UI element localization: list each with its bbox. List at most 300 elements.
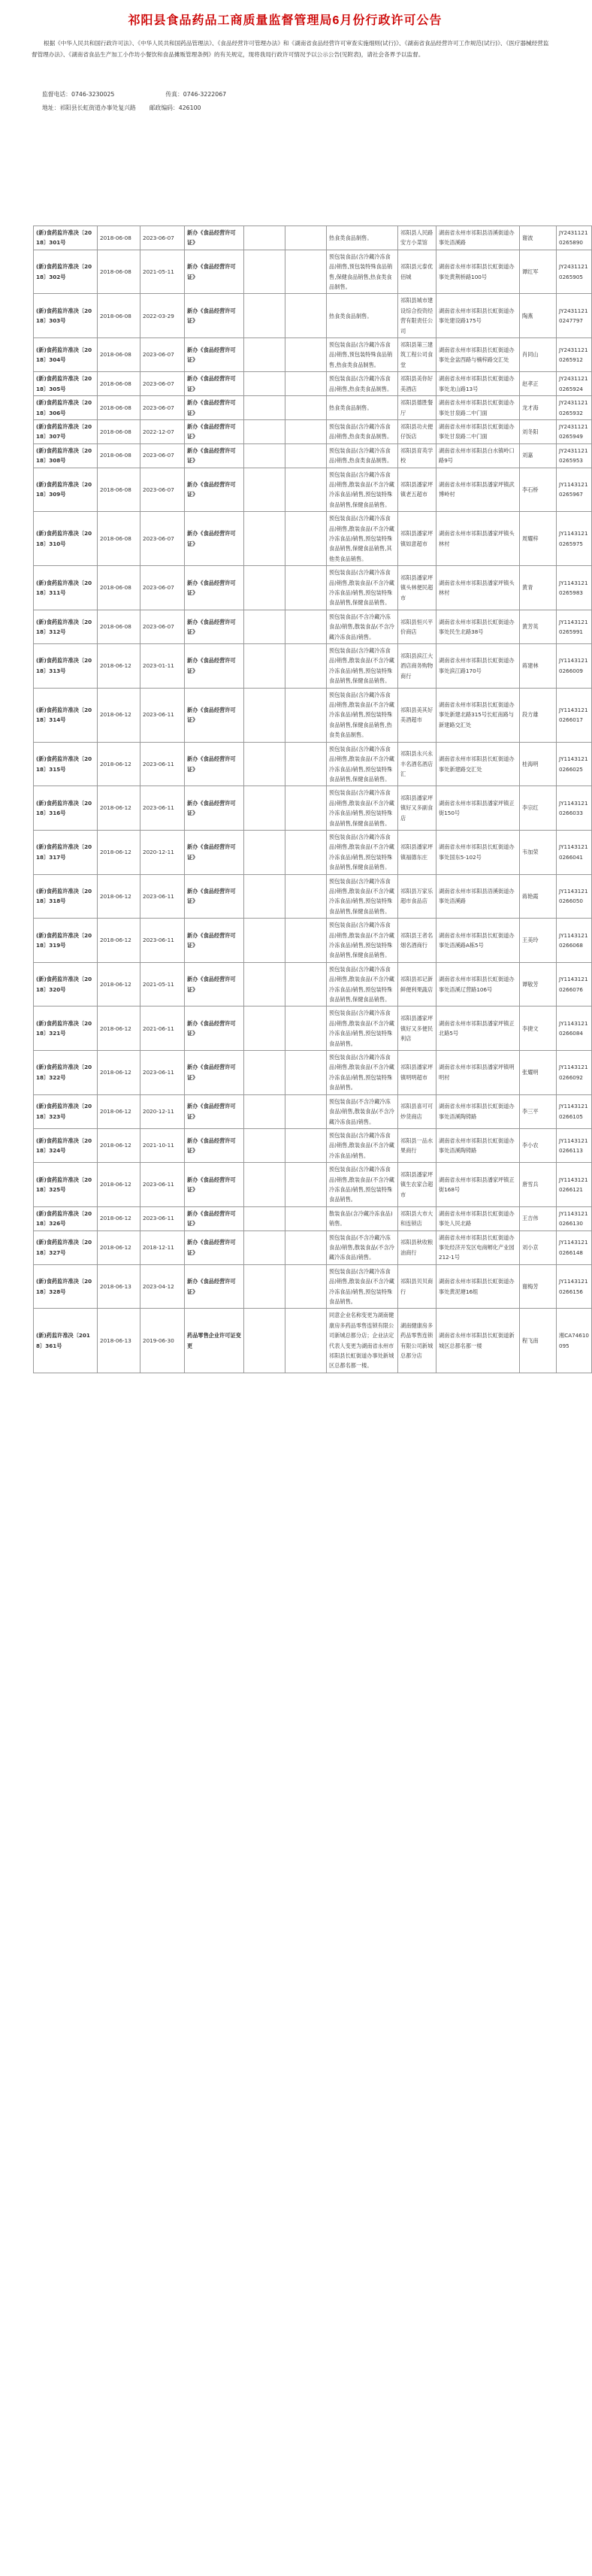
business-name-cell: 祁阳县永兴永丰名酒名酒店汇: [398, 742, 436, 786]
business-name-cell: 祁阳县人民路安方小菜馆: [398, 226, 436, 250]
table-row: [34, 512, 592, 566]
license-number-cell: JY11431210266130: [557, 1206, 592, 1230]
empty-cell: [285, 1230, 327, 1264]
zip-label: 邮政编码：: [149, 104, 179, 111]
license-number-cell: JY11431210266105: [557, 1094, 592, 1128]
permit-number-cell: (新)食药监许准决〔2018〕319号: [34, 919, 98, 963]
license-number-cell: JY11431210266033: [557, 786, 592, 831]
empty-cell: [244, 688, 285, 742]
table-row: [34, 919, 592, 963]
expiry-date-cell: 2023-06-11: [140, 742, 185, 786]
license-number-cell: JY11431210265975: [557, 512, 592, 566]
empty-cell: [244, 1094, 285, 1128]
business-name-cell: 祁阳县祁记新鲜便利果蔬店: [398, 962, 436, 1006]
empty-cell: [285, 919, 327, 963]
empty-cell: [285, 1094, 327, 1128]
business-scope-cell: 预包装食品(含冷藏冷冻食品)销售,散装食品(不含冷藏冷冻食品)销售,预包装特殊食品销售,保健食品销售,其他类食品销售。: [327, 512, 398, 566]
expiry-date-cell: 2019-06-30: [140, 1309, 185, 1373]
permit-number-cell: (新)食药监许准决〔2018〕302号: [34, 250, 98, 294]
legal-person-cell: 韦加荣: [520, 830, 557, 874]
business-address-cell: 湖南省永州市祁阳县长虹街道办事处国东5-102号: [436, 830, 520, 874]
license-number-cell: 湘CA74610095: [557, 1309, 592, 1373]
table-row: [34, 1094, 592, 1128]
business-scope-cell: 预包装食品(含冷藏冷冻食品)销售,预包装特殊食品销售,热食类食品制售。: [327, 338, 398, 372]
permit-number-cell: (新)食药监许准决〔2018〕304号: [34, 338, 98, 372]
permit-type-cell: 新办《食品经营许可证》: [185, 396, 244, 420]
table-row: [34, 830, 592, 874]
expiry-date-cell: 2020-12-11: [140, 1094, 185, 1128]
legal-person-cell: 龙才海: [520, 396, 557, 420]
business-scope-cell: 预包装食品(含冷藏冷冻食品)销售,散装食品(不含冷藏冷冻食品)销售,预包装特殊食品销售。: [327, 1006, 398, 1051]
empty-cell: [285, 468, 327, 512]
issue-date-cell: 2018-06-08: [98, 443, 140, 468]
business-address-cell: 湖南省永州市祁阳县白水镇岭口路9号: [436, 443, 520, 468]
license-number-cell: JY11431210266017: [557, 688, 592, 742]
business-name-cell: 祁阳县潘家坪镇如意超市: [398, 512, 436, 566]
business-address-cell: 湖南省永州市祁阳县长虹街道办事处浯溪辽营路106号: [436, 962, 520, 1006]
license-number-cell: JY24311210265932: [557, 396, 592, 420]
business-scope-cell: 预包装食品(含冷藏冷冻食品)销售,散装食品(不含冷藏冷冻食品)销售,预包装特殊食品销售。: [327, 1163, 398, 1207]
empty-cell: [285, 1264, 327, 1309]
permit-type-cell: 新办《食品经营许可证》: [185, 1051, 244, 1095]
issue-date-cell: 2018-06-08: [98, 512, 140, 566]
permit-type-cell: 新办《食品经营许可证》: [185, 1206, 244, 1230]
permit-type-cell: 新办《食品经营许可证》: [185, 372, 244, 396]
empty-cell: [244, 294, 285, 338]
empty-cell: [285, 742, 327, 786]
permit-number-cell: (新)食药监许准决〔2018〕317号: [34, 830, 98, 874]
business-address-cell: 湖南省永州市祁阳县长虹街道办事处建设路175号: [436, 294, 520, 338]
business-name-cell: 祁阳县贝贝商行: [398, 1264, 436, 1309]
business-scope-cell: 预包装食品(含冷藏冷冻食品)销售,散装食品(不含冷藏冷冻食品)销售,预包装特殊食品销售,保健食品销售。: [327, 786, 398, 831]
business-name-cell: 祁阳县美其好美酒超市: [398, 688, 436, 742]
legal-person-cell: 王吉伟: [520, 1206, 557, 1230]
empty-cell: [285, 566, 327, 610]
empty-cell: [244, 1163, 285, 1207]
license-number-cell: JY11431210266009: [557, 644, 592, 689]
permit-type-cell: 新办《食品经营许可证》: [185, 688, 244, 742]
license-number-cell: JY11431210266113: [557, 1128, 592, 1162]
legal-person-cell: 李宗红: [520, 786, 557, 831]
business-scope-cell: 预包装食品(含冷藏冷冻食品)销售,热食类食品制售。: [327, 419, 398, 443]
business-name-cell: 祁阳县一品水果商行: [398, 1128, 436, 1162]
business-address-cell: 湖南省永州市祁阳县潘家坪镇明明村: [436, 1051, 520, 1095]
empty-cell: [244, 919, 285, 963]
issue-date-cell: 2018-06-08: [98, 226, 140, 250]
business-scope-cell: 预包装食品(不含冷藏冷冻食品)销售,散装食品(不含冷藏冷冻食品)销售。: [327, 610, 398, 643]
business-name-cell: 祁阳县美你好美酒店: [398, 372, 436, 396]
empty-cell: [244, 512, 285, 566]
business-name-cell: 祁阳县德胜餐厅: [398, 396, 436, 420]
legal-person-cell: 蒋艳霞: [520, 874, 557, 919]
legal-person-cell: 赵孝正: [520, 372, 557, 396]
legal-person-cell: 刘小京: [520, 1230, 557, 1264]
empty-cell: [244, 962, 285, 1006]
business-scope-cell: 预包装食品(含冷藏冷冻食品)销售,散装食品(不含冷藏冷冻食品)销售。: [327, 1128, 398, 1162]
expiry-date-cell: 2021-10-11: [140, 1128, 185, 1162]
permit-table-body: [34, 226, 592, 1373]
permit-number-cell: (新)食药监许准决〔2018〕306号: [34, 396, 98, 420]
table-row: [34, 688, 592, 742]
business-address-cell: 湖南省永州市祁阳县长虹街道办事处浯溪路A栋5号: [436, 919, 520, 963]
permit-number-cell: (新)食药监许准决〔2018〕326号: [34, 1206, 98, 1230]
page-title: 祁阳县食品药品工商质量监督管理局6月份行政许可公告: [128, 14, 442, 27]
business-name-cell: 祁阳县城市建设综合投资经营有限责任公司: [398, 294, 436, 338]
permit-type-cell: 新办《食品经营许可证》: [185, 830, 244, 874]
table-row: [34, 443, 592, 468]
business-name-cell: 祁阳县潘家坪镇福德东庄: [398, 830, 436, 874]
business-scope-cell: 预包装食品(含冷藏冷冻食品)销售,热食类食品制售。: [327, 443, 398, 468]
expiry-date-cell: 2023-06-11: [140, 1051, 185, 1095]
expiry-date-cell: 2018-12-11: [140, 1230, 185, 1264]
license-number-cell: JY11431210266050: [557, 874, 592, 919]
license-number-cell: JY11431210266068: [557, 919, 592, 963]
table-row: [34, 1006, 592, 1051]
permit-number-cell: (新)食药监许准决〔2018〕320号: [34, 962, 98, 1006]
empty-cell: [285, 786, 327, 831]
empty-cell: [244, 566, 285, 610]
empty-cell: [285, 688, 327, 742]
table-row: [34, 1051, 592, 1095]
table-row: [34, 1206, 592, 1230]
permit-number-cell: (新)食药监许准决〔2018〕315号: [34, 742, 98, 786]
issue-date-cell: 2018-06-08: [98, 468, 140, 512]
legal-person-cell: 李捷文: [520, 1006, 557, 1051]
expiry-date-cell: 2021-05-11: [140, 250, 185, 294]
business-scope-cell: 预包装食品(不含冷藏冷冻食品)销售,散装食品(不含冷藏冷冻食品)销售。: [327, 1094, 398, 1128]
table-row: [34, 1309, 592, 1373]
legal-person-cell: 张耀明: [520, 1051, 557, 1095]
address-label: 地址：: [42, 104, 60, 111]
license-number-cell: JY11431210266092: [557, 1051, 592, 1095]
permit-type-cell: 新办《食品经营许可证》: [185, 443, 244, 468]
table-row: [34, 1163, 592, 1207]
permit-number-cell: (新)食药监许准决〔2018〕327号: [34, 1230, 98, 1264]
expiry-date-cell: 2023-06-07: [140, 338, 185, 372]
table-row: [34, 1264, 592, 1309]
business-name-cell: 祁阳县恒兴平价商店: [398, 610, 436, 643]
issue-date-cell: 2018-06-08: [98, 396, 140, 420]
business-address-cell: 湖南省永州市祁阳县潘家坪镇头林村: [436, 566, 520, 610]
issue-date-cell: 2018-06-13: [98, 1264, 140, 1309]
empty-cell: [285, 443, 327, 468]
permit-type-cell: 新办《食品经营许可证》: [185, 566, 244, 610]
empty-cell: [244, 1006, 285, 1051]
legal-person-cell: 程飞南: [520, 1309, 557, 1373]
empty-cell: [244, 468, 285, 512]
table-row: [34, 468, 592, 512]
permit-number-cell: (新)食药监许准决〔2018〕313号: [34, 644, 98, 689]
legal-person-cell: 黄芳英: [520, 610, 557, 643]
permit-number-cell: (新)食药监许准决〔2018〕324号: [34, 1128, 98, 1162]
business-scope-cell: 同意企业名称变更为湖南健康房多药品零售连锁有限公司新城总都分店；企业法定代表人变更为湖南省永州市祁阳县长虹街道办事处新城区总都名都一楼。: [327, 1309, 398, 1373]
business-name-cell: 祁阳县王者名烟名酒商行: [398, 919, 436, 963]
business-scope-cell: 预包装食品(含冷藏冷冻食品)销售,散装食品(不含冷藏冷冻食品)销售,预包装特殊食品销售,保健食品销售。: [327, 830, 398, 874]
legal-person-cell: 李石桥: [520, 468, 557, 512]
empty-cell: [244, 786, 285, 831]
business-name-cell: 祁阳县大市大和连锁店: [398, 1206, 436, 1230]
empty-cell: [244, 1206, 285, 1230]
license-number-cell: JY11431210266025: [557, 742, 592, 786]
business-name-cell: 祁阳县潘家坪镇头林便民超市: [398, 566, 436, 610]
business-address-cell: 湖南省永州市祁阳县长虹街道办事处黄泥塘16组: [436, 1264, 520, 1309]
issue-date-cell: 2018-06-12: [98, 1094, 140, 1128]
business-address-cell: 湖南省永州市祁阳县浯溪街道办事处浯溪路: [436, 226, 520, 250]
business-name-cell: 祁阳县秋收粮油商行: [398, 1230, 436, 1264]
expiry-date-cell: 2021-06-11: [140, 1006, 185, 1051]
expiry-date-cell: 2023-06-11: [140, 1163, 185, 1207]
table-row: [34, 338, 592, 372]
table-row: [34, 294, 592, 338]
business-scope-cell: 预包装食品(含冷藏冷冻食品)销售,散装食品(不含冷藏冷冻食品)销售,预包装特殊食品销售,保健食品销售。: [327, 874, 398, 919]
issue-date-cell: 2018-06-12: [98, 1128, 140, 1162]
phone-label: 监督电话：: [42, 91, 71, 98]
permit-type-cell: 新办《食品经营许可证》: [185, 874, 244, 919]
permit-number-cell: (新)食药监许准决〔2018〕307号: [34, 419, 98, 443]
empty-cell: [285, 226, 327, 250]
contact-block: [42, 88, 226, 115]
expiry-date-cell: 2022-12-07: [140, 419, 185, 443]
business-name-cell: 祁阳县潘家坪镇明明超市: [398, 1051, 436, 1095]
issue-date-cell: 2018-06-12: [98, 688, 140, 742]
permit-number-cell: (新)食药监许准决〔2018〕303号: [34, 294, 98, 338]
business-address-cell: 湖南省永州市祁阳县潘家坪镇正街168号: [436, 1163, 520, 1207]
business-name-cell: 祁阳县潘家坪镇老五超市: [398, 468, 436, 512]
zip-value: 426100: [178, 104, 201, 111]
license-number-cell: JY11431210265991: [557, 610, 592, 643]
legal-person-cell: 周耀梓: [520, 512, 557, 566]
issue-date-cell: 2018-06-08: [98, 419, 140, 443]
expiry-date-cell: 2023-06-07: [140, 443, 185, 468]
business-address-cell: 湖南省永州市祁阳县浯溪街道办事处浯溪路: [436, 874, 520, 919]
expiry-date-cell: 2023-04-12: [140, 1264, 185, 1309]
business-address-cell: 湖南省永州市祁阳县潘家坪镇头林村: [436, 512, 520, 566]
empty-cell: [285, 1309, 327, 1373]
empty-cell: [285, 874, 327, 919]
phone-value: 0746-3230025: [71, 91, 115, 98]
business-address-cell: 湖南省永州市祁阳县长虹街道办事处浯溪陶铸路: [436, 1094, 520, 1128]
business-scope-cell: 预包装食品(含冷藏冷冻食品)销售,散装食品(不含冷藏冷冻食品)销售,预包装特殊食品销售。: [327, 1051, 398, 1095]
empty-cell: [285, 294, 327, 338]
business-address-cell: 湖南省永州市祁阳县长虹街道办事处龙山路13号: [436, 372, 520, 396]
license-number-cell: JY24311210265924: [557, 372, 592, 396]
empty-cell: [285, 610, 327, 643]
empty-cell: [244, 372, 285, 396]
empty-cell: [244, 1128, 285, 1162]
permit-type-cell: 新办《食品经营许可证》: [185, 1128, 244, 1162]
issue-date-cell: 2018-06-08: [98, 294, 140, 338]
business-name-cell: 祁阳县滨江大酒店商务购物商行: [398, 644, 436, 689]
expiry-date-cell: 2023-06-11: [140, 874, 185, 919]
empty-cell: [285, 372, 327, 396]
business-scope-cell: 预包装食品(含冷藏冷冻食品)销售,散装食品(不含冷藏冷冻食品)销售,预包装特殊食品销售,保健食品销售。: [327, 962, 398, 1006]
business-scope-cell: 预包装食品(含冷藏冷冻食品)销售,散装食品(不含冷藏冷冻食品)销售,预包装特殊食品销售,保健食品销售。: [327, 566, 398, 610]
permit-number-cell: (新)食药监许准决〔2018〕311号: [34, 566, 98, 610]
empty-cell: [285, 396, 327, 420]
permit-type-cell: 新办《食品经营许可证》: [185, 742, 244, 786]
empty-cell: [285, 644, 327, 689]
empty-cell: [285, 1163, 327, 1207]
table-row: [34, 566, 592, 610]
license-number-cell: JY11431210266148: [557, 1230, 592, 1264]
empty-cell: [285, 250, 327, 294]
issue-date-cell: 2018-06-12: [98, 1163, 140, 1207]
empty-cell: [285, 1206, 327, 1230]
legal-person-cell: 蒋建林: [520, 644, 557, 689]
issue-date-cell: 2018-06-08: [98, 338, 140, 372]
table-row: [34, 419, 592, 443]
legal-person-cell: 桂海明: [520, 742, 557, 786]
business-address-cell: 湖南省永州市祁阳县长虹街道办事处金盆西路与楠梓路交汇处: [436, 338, 520, 372]
legal-person-cell: 唐雪兵: [520, 1163, 557, 1207]
permit-type-cell: 新办《食品经营许可证》: [185, 1264, 244, 1309]
legal-person-cell: 李三平: [520, 1094, 557, 1128]
business-scope-cell: 预包装食品(含冷藏冷冻食品)销售,散装食品(不含冷藏冷冻食品)销售,预包装特殊食品销售,保健食品销售。: [327, 742, 398, 786]
license-number-cell: JY24311210265905: [557, 250, 592, 294]
issue-date-cell: 2018-06-12: [98, 874, 140, 919]
empty-cell: [244, 1264, 285, 1309]
legal-person-cell: 段方雄: [520, 688, 557, 742]
license-number-cell: JY11431210266121: [557, 1163, 592, 1207]
issue-date-cell: 2018-06-12: [98, 1206, 140, 1230]
table-row: [34, 962, 592, 1006]
license-number-cell: JY24311210265953: [557, 443, 592, 468]
permit-type-cell: 新办《食品经营许可证》: [185, 786, 244, 831]
empty-cell: [285, 512, 327, 566]
table-row: [34, 874, 592, 919]
legal-person-cell: 谢波: [520, 226, 557, 250]
expiry-date-cell: 2023-06-07: [140, 226, 185, 250]
business-scope-cell: 预包装食品(含冷藏冷冻食品)销售,预包装特殊食品销售,保健食品销售,热食类食品制售。: [327, 250, 398, 294]
legal-person-cell: 谢梅芳: [520, 1264, 557, 1309]
permit-number-cell: (新)药监许准决〔2018〕361号: [34, 1309, 98, 1373]
empty-cell: [244, 610, 285, 643]
permit-type-cell: 药品零售企业许可证变更: [185, 1309, 244, 1373]
table-row: [34, 1230, 592, 1264]
permit-type-cell: 新办《食品经营许可证》: [185, 226, 244, 250]
empty-cell: [285, 962, 327, 1006]
permit-type-cell: 新办《食品经营许可证》: [185, 1230, 244, 1264]
issue-date-cell: 2018-06-12: [98, 919, 140, 963]
business-address-cell: 湖南省永州市祁阳县潘家坪镇武博岭村: [436, 468, 520, 512]
permit-number-cell: (新)食药监许准决〔2018〕305号: [34, 372, 98, 396]
business-scope-cell: 预包装食品(含冷藏冷冻食品)销售,散装食品(不含冷藏冷冻食品)销售,预包装特殊食品销售,保健食品销售。: [327, 644, 398, 689]
permit-type-cell: 新办《食品经营许可证》: [185, 644, 244, 689]
business-scope-cell: 预包装食品(含冷藏冷冻食品)销售,散装食品(不含冷藏冷冻食品)销售,预包装特殊食品销售,保健食品销售。: [327, 468, 398, 512]
expiry-date-cell: 2023-06-11: [140, 786, 185, 831]
issue-date-cell: 2018-06-13: [98, 1309, 140, 1373]
permit-number-cell: (新)食药监许准决〔2018〕318号: [34, 874, 98, 919]
permit-type-cell: 新办《食品经营许可证》: [185, 1006, 244, 1051]
empty-cell: [244, 226, 285, 250]
business-name-cell: 祁阳县元泰优佰城: [398, 250, 436, 294]
license-number-cell: JY11431210266076: [557, 962, 592, 1006]
empty-cell: [285, 830, 327, 874]
license-number-cell: JY11431210266156: [557, 1264, 592, 1309]
permit-number-cell: (新)食药监许准决〔2018〕316号: [34, 786, 98, 831]
empty-cell: [244, 742, 285, 786]
business-scope-cell: 预包装食品(含冷藏冷冻食品)销售,散装食品(不含冷藏冷冻食品)销售,预包装特殊食品销售。: [327, 1264, 398, 1309]
permit-number-cell: (新)食药监许准决〔2018〕328号: [34, 1264, 98, 1309]
permit-table: [33, 226, 592, 1373]
legal-person-cell: 刘嘉: [520, 443, 557, 468]
business-address-cell: 湖南省永州市祁阳县长虹街道办事处民生北路38号: [436, 610, 520, 643]
issue-date-cell: 2018-06-08: [98, 610, 140, 643]
empty-cell: [244, 443, 285, 468]
permit-type-cell: 新办《食品经营许可证》: [185, 1163, 244, 1207]
legal-person-cell: 谭敬芳: [520, 962, 557, 1006]
expiry-date-cell: 2023-06-07: [140, 372, 185, 396]
expiry-date-cell: 2023-06-07: [140, 610, 185, 643]
issue-date-cell: 2018-06-12: [98, 1230, 140, 1264]
business-address-cell: 湖南省永州市祁阳县长虹街道办事处新建北路315号长虹南路与新建路交汇处: [436, 688, 520, 742]
legal-person-cell: 刘冬阳: [520, 419, 557, 443]
intro-paragraph: 根据《中华人民共和国行政许可法》、《中华人民共和国药品管理法》、《食品经营许可管理办法》和《湖南省食品经营许可审查实施细则(试行)》、《湖南省食品经营许可工作规范(试行)》、《医疗器械经营监督管理办法》、《湖南省食品生产加工小作坊小餐饮和食品摊贩管理条例》的有关规定，现将我局行政许可情况予以公示公告(见附表)，请社会各界予以监督。: [32, 40, 549, 59]
fax-label: 传真：: [165, 91, 183, 98]
license-number-cell: JY11431210265967: [557, 468, 592, 512]
business-name-cell: 祁阳县功夫便仔饭店: [398, 419, 436, 443]
license-number-cell: JY24311210265912: [557, 338, 592, 372]
business-address-cell: 湖南省永州市祁阳县长虹街道办事处滨江路170号: [436, 644, 520, 689]
license-number-cell: JY11431210266084: [557, 1006, 592, 1051]
issue-date-cell: 2018-06-08: [98, 372, 140, 396]
expiry-date-cell: 2023-06-07: [140, 512, 185, 566]
table-row: [34, 1128, 592, 1162]
issue-date-cell: 2018-06-12: [98, 830, 140, 874]
table-row: [34, 396, 592, 420]
business-name-cell: 湖南健康房多药品零售连锁有限公司新城总都分店: [398, 1309, 436, 1373]
legal-person-cell: 王美玲: [520, 919, 557, 963]
issue-date-cell: 2018-06-12: [98, 644, 140, 689]
issue-date-cell: 2018-06-12: [98, 742, 140, 786]
legal-person-cell: 肖同山: [520, 338, 557, 372]
permit-number-cell: (新)食药监许准决〔2018〕314号: [34, 688, 98, 742]
table-row: [34, 786, 592, 831]
fax-value: 0746-3222067: [183, 91, 227, 98]
license-number-cell: JY24311210247797: [557, 294, 592, 338]
permit-type-cell: 新办《食品经营许可证》: [185, 919, 244, 963]
empty-cell: [285, 338, 327, 372]
license-number-cell: JY24311210265949: [557, 419, 592, 443]
expiry-date-cell: 2023-06-11: [140, 919, 185, 963]
permit-type-cell: 新办《食品经营许可证》: [185, 1094, 244, 1128]
empty-cell: [285, 1006, 327, 1051]
permit-number-cell: (新)食药监许准决〔2018〕325号: [34, 1163, 98, 1207]
permit-type-cell: 新办《食品经营许可证》: [185, 294, 244, 338]
business-address-cell: 湖南省永州市祁阳县潘家坪镇正街150号: [436, 786, 520, 831]
business-name-cell: 祁阳县第三建筑工程公司食堂: [398, 338, 436, 372]
empty-cell: [244, 874, 285, 919]
business-scope-cell: 预包装食品(不含冷藏冷冻食品)销售,散装食品(不含冷藏冷冻食品)销售。: [327, 1230, 398, 1264]
legal-person-cell: 谭红军: [520, 250, 557, 294]
permit-type-cell: 新办《食品经营许可证》: [185, 468, 244, 512]
permit-number-cell: (新)食药监许准决〔2018〕323号: [34, 1094, 98, 1128]
empty-cell: [244, 396, 285, 420]
issue-date-cell: 2018-06-12: [98, 786, 140, 831]
business-name-cell: 祁阳县万家乐超市食品店: [398, 874, 436, 919]
issue-date-cell: 2018-06-12: [98, 1051, 140, 1095]
business-address-cell: 湖南省永州市祁阳县长虹街道办事处新建路交汇处: [436, 742, 520, 786]
business-address-cell: 湖南省永州市祁阳县长虹街道办事处甘泉路二中门面: [436, 419, 520, 443]
expiry-date-cell: 2020-12-11: [140, 830, 185, 874]
empty-cell: [244, 419, 285, 443]
license-number-cell: JY11431210266041: [557, 830, 592, 874]
empty-cell: [244, 1051, 285, 1095]
empty-cell: [244, 338, 285, 372]
issue-date-cell: 2018-06-08: [98, 566, 140, 610]
legal-person-cell: 陶燕: [520, 294, 557, 338]
issue-date-cell: 2018-06-12: [98, 1006, 140, 1051]
